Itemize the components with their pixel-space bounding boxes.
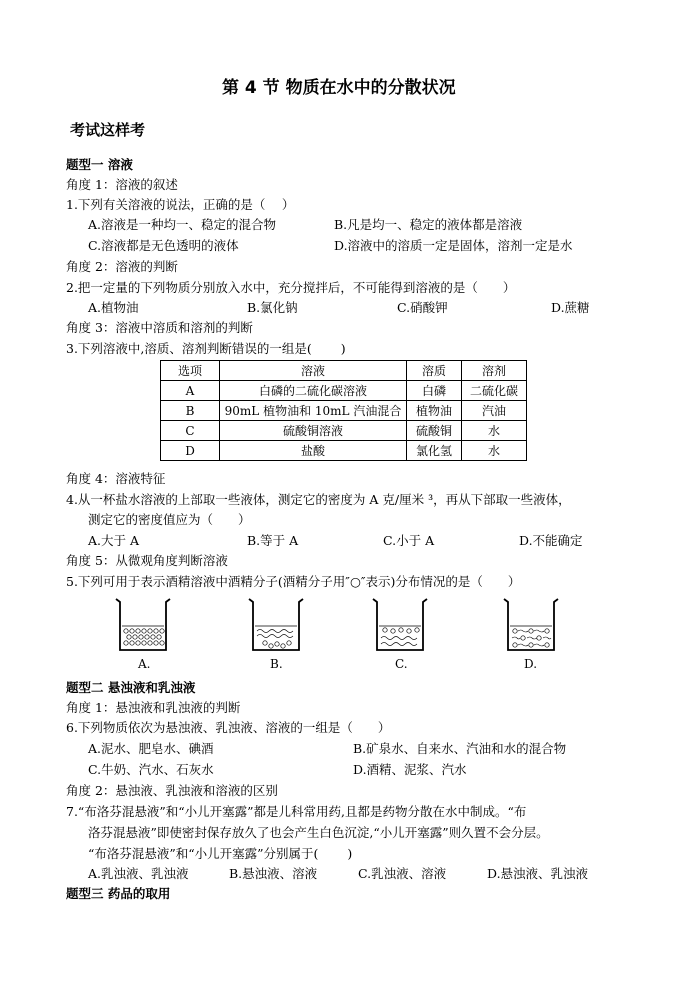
angle-heading: 角度 2：悬浊液、乳浊液和溶液的区别 xyxy=(66,783,278,798)
table-row xyxy=(161,441,527,461)
option: D.悬浊液、乳浊液 xyxy=(487,866,589,881)
table-cell: 硫酸铜溶液 xyxy=(220,421,407,441)
table-row xyxy=(161,421,527,441)
beaker-label: D. xyxy=(524,657,538,671)
option: B.悬浊液、溶液 xyxy=(229,866,318,881)
angle-heading: 角度 4：溶液特征 xyxy=(66,471,166,486)
table-cell: 白磷 xyxy=(407,381,462,401)
table-header: 溶剂 xyxy=(462,361,527,381)
beaker-label: A. xyxy=(138,657,151,671)
table-cell: 植物油 xyxy=(407,401,462,421)
question-1: 1.下列有关溶液的说法，正确的是（ ） xyxy=(66,197,295,212)
table-cell: 氯化氢 xyxy=(407,441,462,461)
question-2: 2.把一定量的下列物质分别放入水中，充分搅拌后，不可能得到溶液的是（ ） xyxy=(66,280,516,295)
option: D.不能确定 xyxy=(519,533,583,548)
solution-table xyxy=(160,360,527,461)
question-7-cont: “布洛芬混悬液”和“小儿开塞露”分别属于( ) xyxy=(88,846,353,861)
option: D.蔗糖 xyxy=(551,300,590,315)
question-4: 4.从一杯盐水溶液的上部取一些液体，测定它的密度为 A 克/厘米 ³，再从下部取一些液体， xyxy=(66,492,571,507)
table-cell: 二硫化碳 xyxy=(462,381,527,401)
table-header: 溶液 xyxy=(220,361,407,381)
beaker-label: C. xyxy=(395,657,408,671)
option: B.矿泉水、自来水、汽油和水的混合物 xyxy=(353,741,567,756)
table-cell: 汽油 xyxy=(462,401,527,421)
option: C.小于 A xyxy=(383,533,435,548)
option: B.等于 A xyxy=(247,533,299,548)
section-title: 考试这样考 xyxy=(70,121,146,139)
question-3: 3.下列溶液中,溶质、溶剂判断错误的一组是( ) xyxy=(66,341,346,356)
type-heading: 题型三 药品的取用 xyxy=(66,886,171,901)
question-7-cont: 洛芬混悬液”即使密封保存放久了也会产生白色沉淀,“小儿开塞露”则久置不会分层。 xyxy=(88,825,549,840)
table-row xyxy=(161,381,527,401)
angle-heading: 角度 1：悬浊液和乳浊液的判断 xyxy=(66,700,241,715)
question-7: 7.“布洛芬混悬液”和“小儿开塞露”都是儿科常用药,且都是药物分散在水中制成。“布 xyxy=(66,804,527,819)
question-5: 5.下列可用于表示酒精溶液中酒精分子(酒精分子用″○″表示)分布情况的是（ ） xyxy=(66,574,521,589)
question-4-cont: 测定它的密度值应为（ ） xyxy=(88,512,251,527)
angle-heading: 角度 2：溶液的判断 xyxy=(66,259,178,274)
option: A.植物油 xyxy=(88,300,139,315)
option: A.溶液是一种均一、稳定的混合物 xyxy=(88,217,277,232)
table-cell: C xyxy=(161,421,220,441)
type-heading: 题型二 悬浊液和乳浊液 xyxy=(66,680,196,695)
table-cell: 白磷的二硫化碳溶液 xyxy=(220,381,407,401)
option: B.氯化钠 xyxy=(247,300,298,315)
table-cell: A xyxy=(161,381,220,401)
table-cell: B xyxy=(161,401,220,421)
table-cell: 水 xyxy=(462,421,527,441)
table-cell: D xyxy=(161,441,220,461)
table-row xyxy=(161,401,527,421)
option: C.乳浊液、溶液 xyxy=(358,866,447,881)
table-header: 选项 xyxy=(161,361,220,381)
table-header: 溶质 xyxy=(407,361,462,381)
table-cell: 盐酸 xyxy=(220,441,407,461)
angle-heading: 角度 5：从微观角度判断溶液 xyxy=(66,553,228,568)
option: D.溶液中的溶质一定是固体，溶剂一定是水 xyxy=(334,238,573,253)
question-6: 6.下列物质依次为悬浊液、乳浊液、溶液的一组是（ ） xyxy=(66,720,391,735)
option: A.乳浊液、乳浊液 xyxy=(88,866,189,881)
table-cell: 水 xyxy=(462,441,527,461)
option: A.泥水、肥皂水、碘酒 xyxy=(88,741,214,756)
option: D.酒精、泥浆、汽水 xyxy=(353,762,467,777)
page-title: 第 4 节 物质在水中的分散状况 xyxy=(222,78,456,98)
beaker-label: B. xyxy=(270,657,283,671)
angle-heading: 角度 1：溶液的叙述 xyxy=(66,177,178,192)
beaker-d-diagram xyxy=(500,596,562,654)
angle-heading: 角度 3：溶液中溶质和溶剂的判断 xyxy=(66,320,253,335)
beaker-a-diagram xyxy=(112,596,174,654)
option: C.溶液都是无色透明的液体 xyxy=(88,238,239,253)
option: B.凡是均一、稳定的液体都是溶液 xyxy=(334,217,523,232)
option: C.牛奶、汽水、石灰水 xyxy=(88,762,214,777)
beaker-b-diagram xyxy=(245,596,307,654)
table-header-row xyxy=(161,361,527,381)
table-cell: 硫酸铜 xyxy=(407,421,462,441)
table-cell: 90mL 植物油和 10mL 汽油混合 xyxy=(220,401,407,421)
beaker-c-diagram xyxy=(369,596,431,654)
option: C.硝酸钾 xyxy=(397,300,448,315)
option: A.大于 A xyxy=(88,533,140,548)
type-heading: 题型一 溶液 xyxy=(66,157,133,172)
